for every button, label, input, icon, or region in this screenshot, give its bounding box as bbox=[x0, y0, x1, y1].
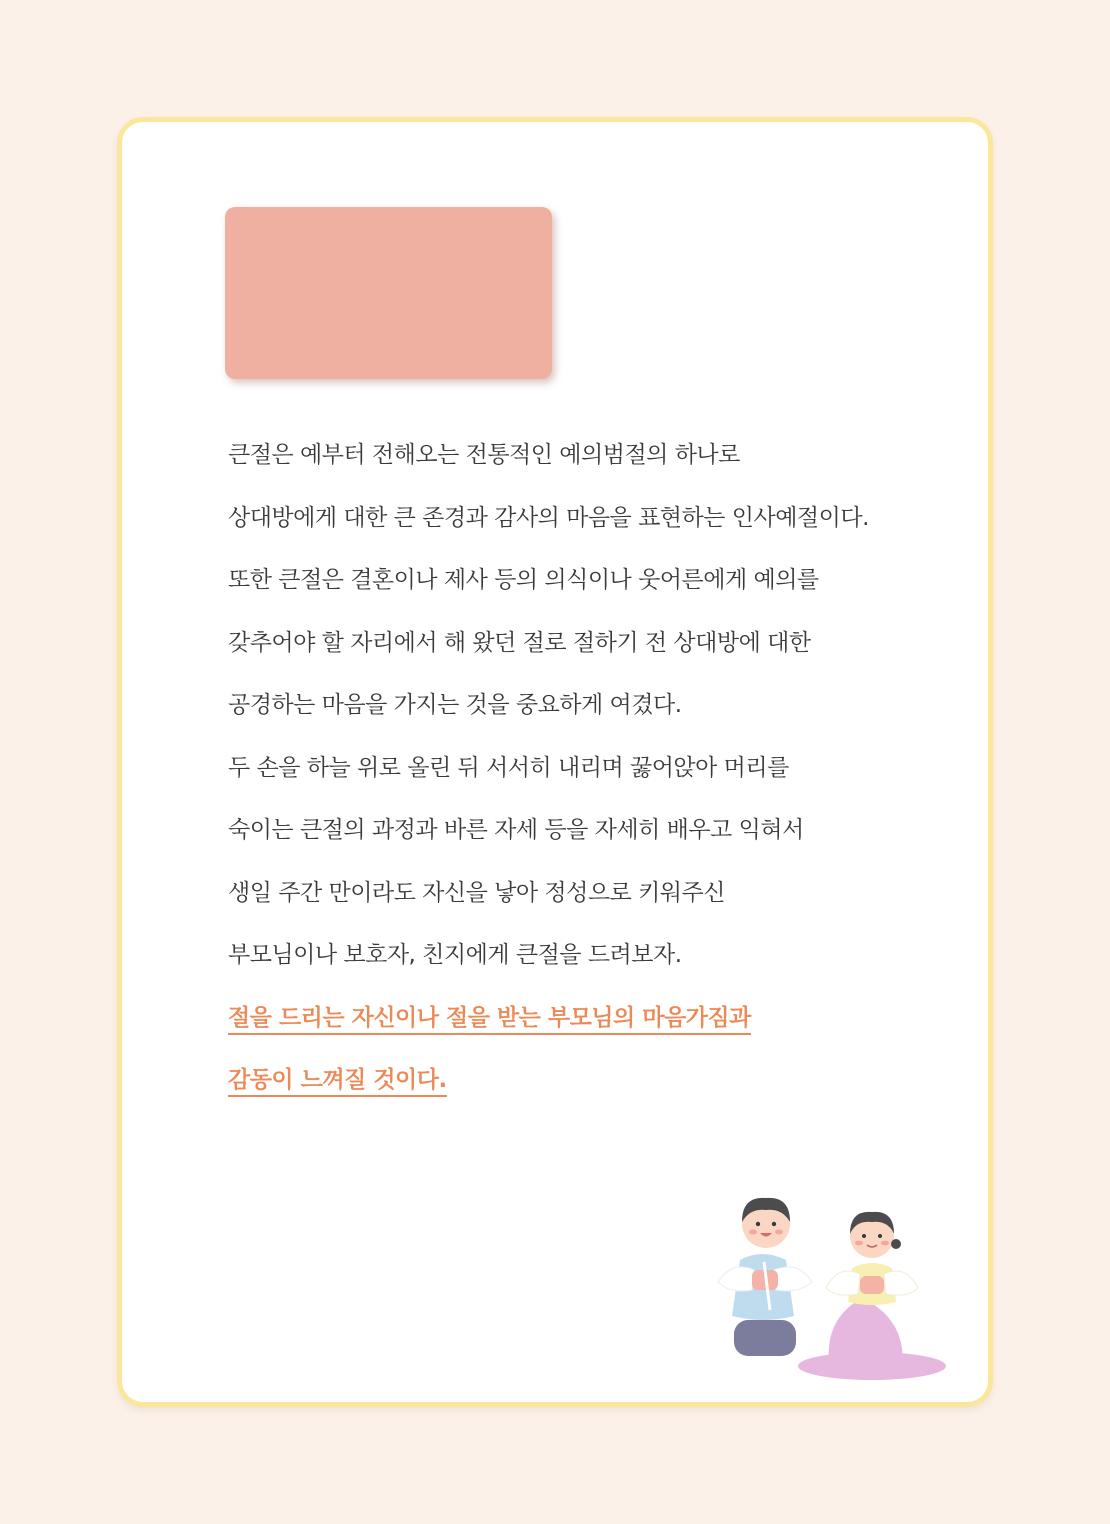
title-placeholder-box bbox=[225, 207, 552, 379]
paragraph-line: 공경하는 마음을 가지는 것을 중요하게 여겼다. bbox=[228, 692, 682, 718]
highlight-line bbox=[228, 1049, 948, 1112]
body-paragraph bbox=[228, 424, 948, 1112]
hanbok-children-illustration bbox=[712, 1190, 962, 1380]
paragraph-line: 숙이는 큰절의 과정과 바른 자세 등을 자세히 배우고 익혀서 bbox=[228, 817, 804, 843]
highlight-text: 감동이 느껴질 것이다. bbox=[228, 1067, 447, 1097]
girl-figure bbox=[798, 1212, 946, 1380]
paragraph-line: 또한 큰절은 결혼이나 제사 등의 의식이나 웃어른에게 예의를 bbox=[228, 567, 819, 593]
paragraph-line: 큰절은 예부터 전해오는 전통적인 예의범절의 하나로 bbox=[228, 442, 740, 468]
paragraph-line: 상대방에게 대한 큰 존경과 감사의 마음을 표현하는 인사예절이다. bbox=[228, 504, 869, 531]
content-card bbox=[117, 117, 993, 1407]
paragraph-line: 갖추어야 할 자리에서 해 왔던 절로 절하기 전 상대방에 대한 bbox=[228, 629, 811, 656]
paragraph-line: 두 손을 하늘 위로 올린 뒤 서서히 내리며 꿇어앉아 머리를 bbox=[228, 754, 789, 781]
highlight-text: 절을 드리는 자신이나 절을 받는 부모님의 마음가짐과 bbox=[228, 1005, 751, 1035]
paragraph-line: 생일 주간 만이라도 자신을 낳아 정성으로 키워주신 bbox=[228, 879, 725, 906]
paragraph-line: 부모님이나 보호자, 친지에게 큰절을 드려보자. bbox=[228, 942, 682, 968]
boy-figure bbox=[718, 1198, 812, 1356]
highlight-line bbox=[228, 987, 948, 1050]
